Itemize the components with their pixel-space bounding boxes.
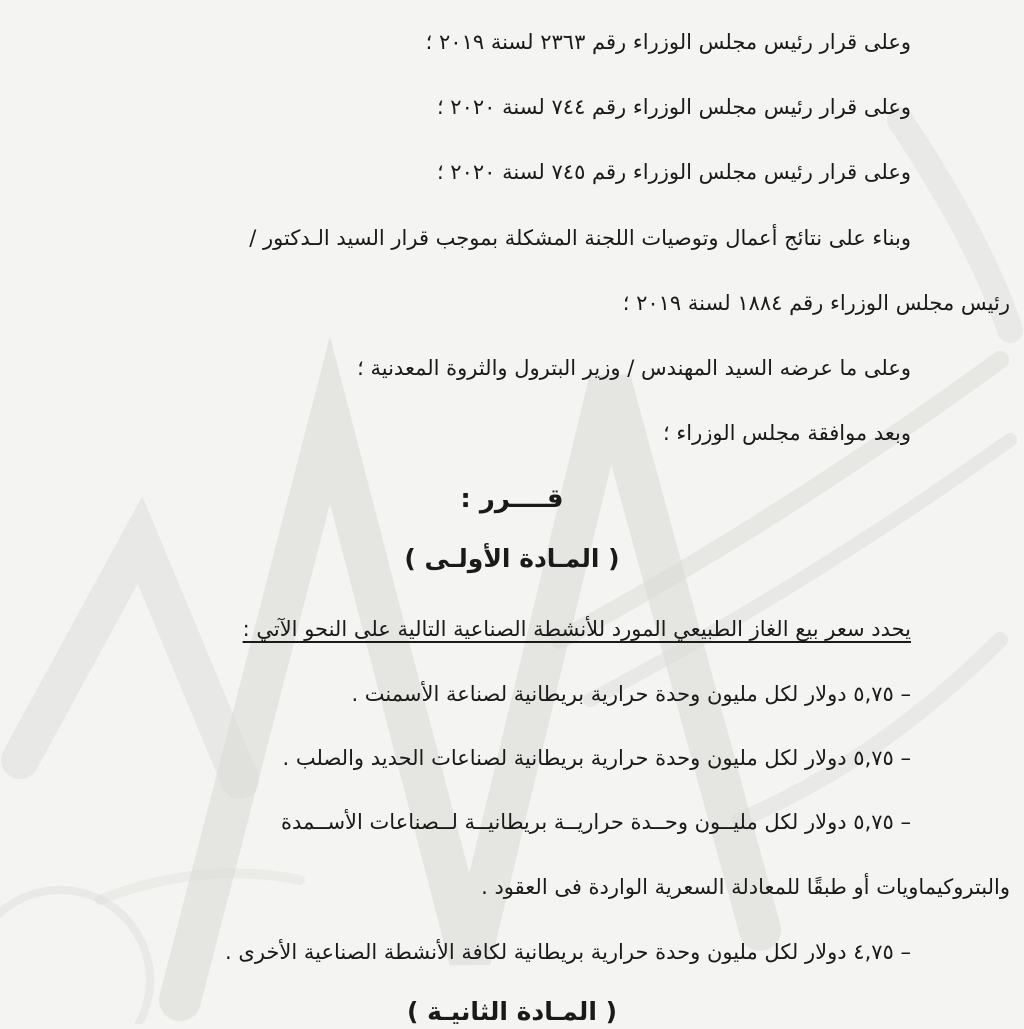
preamble-line-1: وعلى قرار رئيس مجلس الوزراء رقم ٢٣٦٣ لسنة ٢٠١٩ ؛ <box>425 30 911 54</box>
article-one-item-2: – ٥,٧٥ دولار لكل مليون وحدة حرارية بريطانية لصناعات الحديد والصلب . <box>282 746 911 770</box>
article-one-item-3-cont: والبتروكيماويات أو طبقًا للمعادلة السعرية الواردة فى العقود . <box>481 875 1010 899</box>
preamble-line-2: وعلى قرار رئيس مجلس الوزراء رقم ٧٤٤ لسنة ٢٠٢٠ ؛ <box>436 95 911 119</box>
article-one-heading: ( المـادة الأولـى ) <box>404 544 620 573</box>
preamble-line-3: وعلى قرار رئيس مجلس الوزراء رقم ٧٤٥ لسنة ٢٠٢٠ ؛ <box>436 160 911 184</box>
article-two-heading: ( المـادة الثانيـة ) <box>406 997 618 1026</box>
decree-heading: قــــرر : <box>460 484 564 514</box>
preamble-line-4: وبناء على نتائج أعمال وتوصيات اللجنة المشكلة بموجب قرار السيد الـدكتور / <box>249 226 911 250</box>
preamble-line-6: وعلى ما عرضه السيد المهندس / وزير البترول والثروة المعدنية ؛ <box>357 356 911 380</box>
preamble-line-5: رئيس مجلس الوزراء رقم ١٨٨٤ لسنة ٢٠١٩ ؛ <box>622 291 1010 315</box>
article-one-item-3: – ٥,٧٥ دولار لكل مليــون وحــدة حراريــة بريطانيــة لــصناعات الأســمدة <box>280 810 911 834</box>
preamble-line-7: وبعد موافقة مجلس الوزراء ؛ <box>663 421 911 445</box>
article-one-item-1: – ٥,٧٥ دولار لكل مليون وحدة حرارية بريطانية لصناعة الأسمنت . <box>351 682 911 706</box>
article-one-item-4: – ٤,٧٥ دولار لكل مليون وحدة حرارية بريطانية لكافة الأنشطة الصناعية الأخرى . <box>225 940 911 964</box>
article-one-intro: يحدد سعر بيع الغاز الطبيعي المورد للأنشطة الصناعية التالية على النحو الآتي : <box>242 617 911 641</box>
